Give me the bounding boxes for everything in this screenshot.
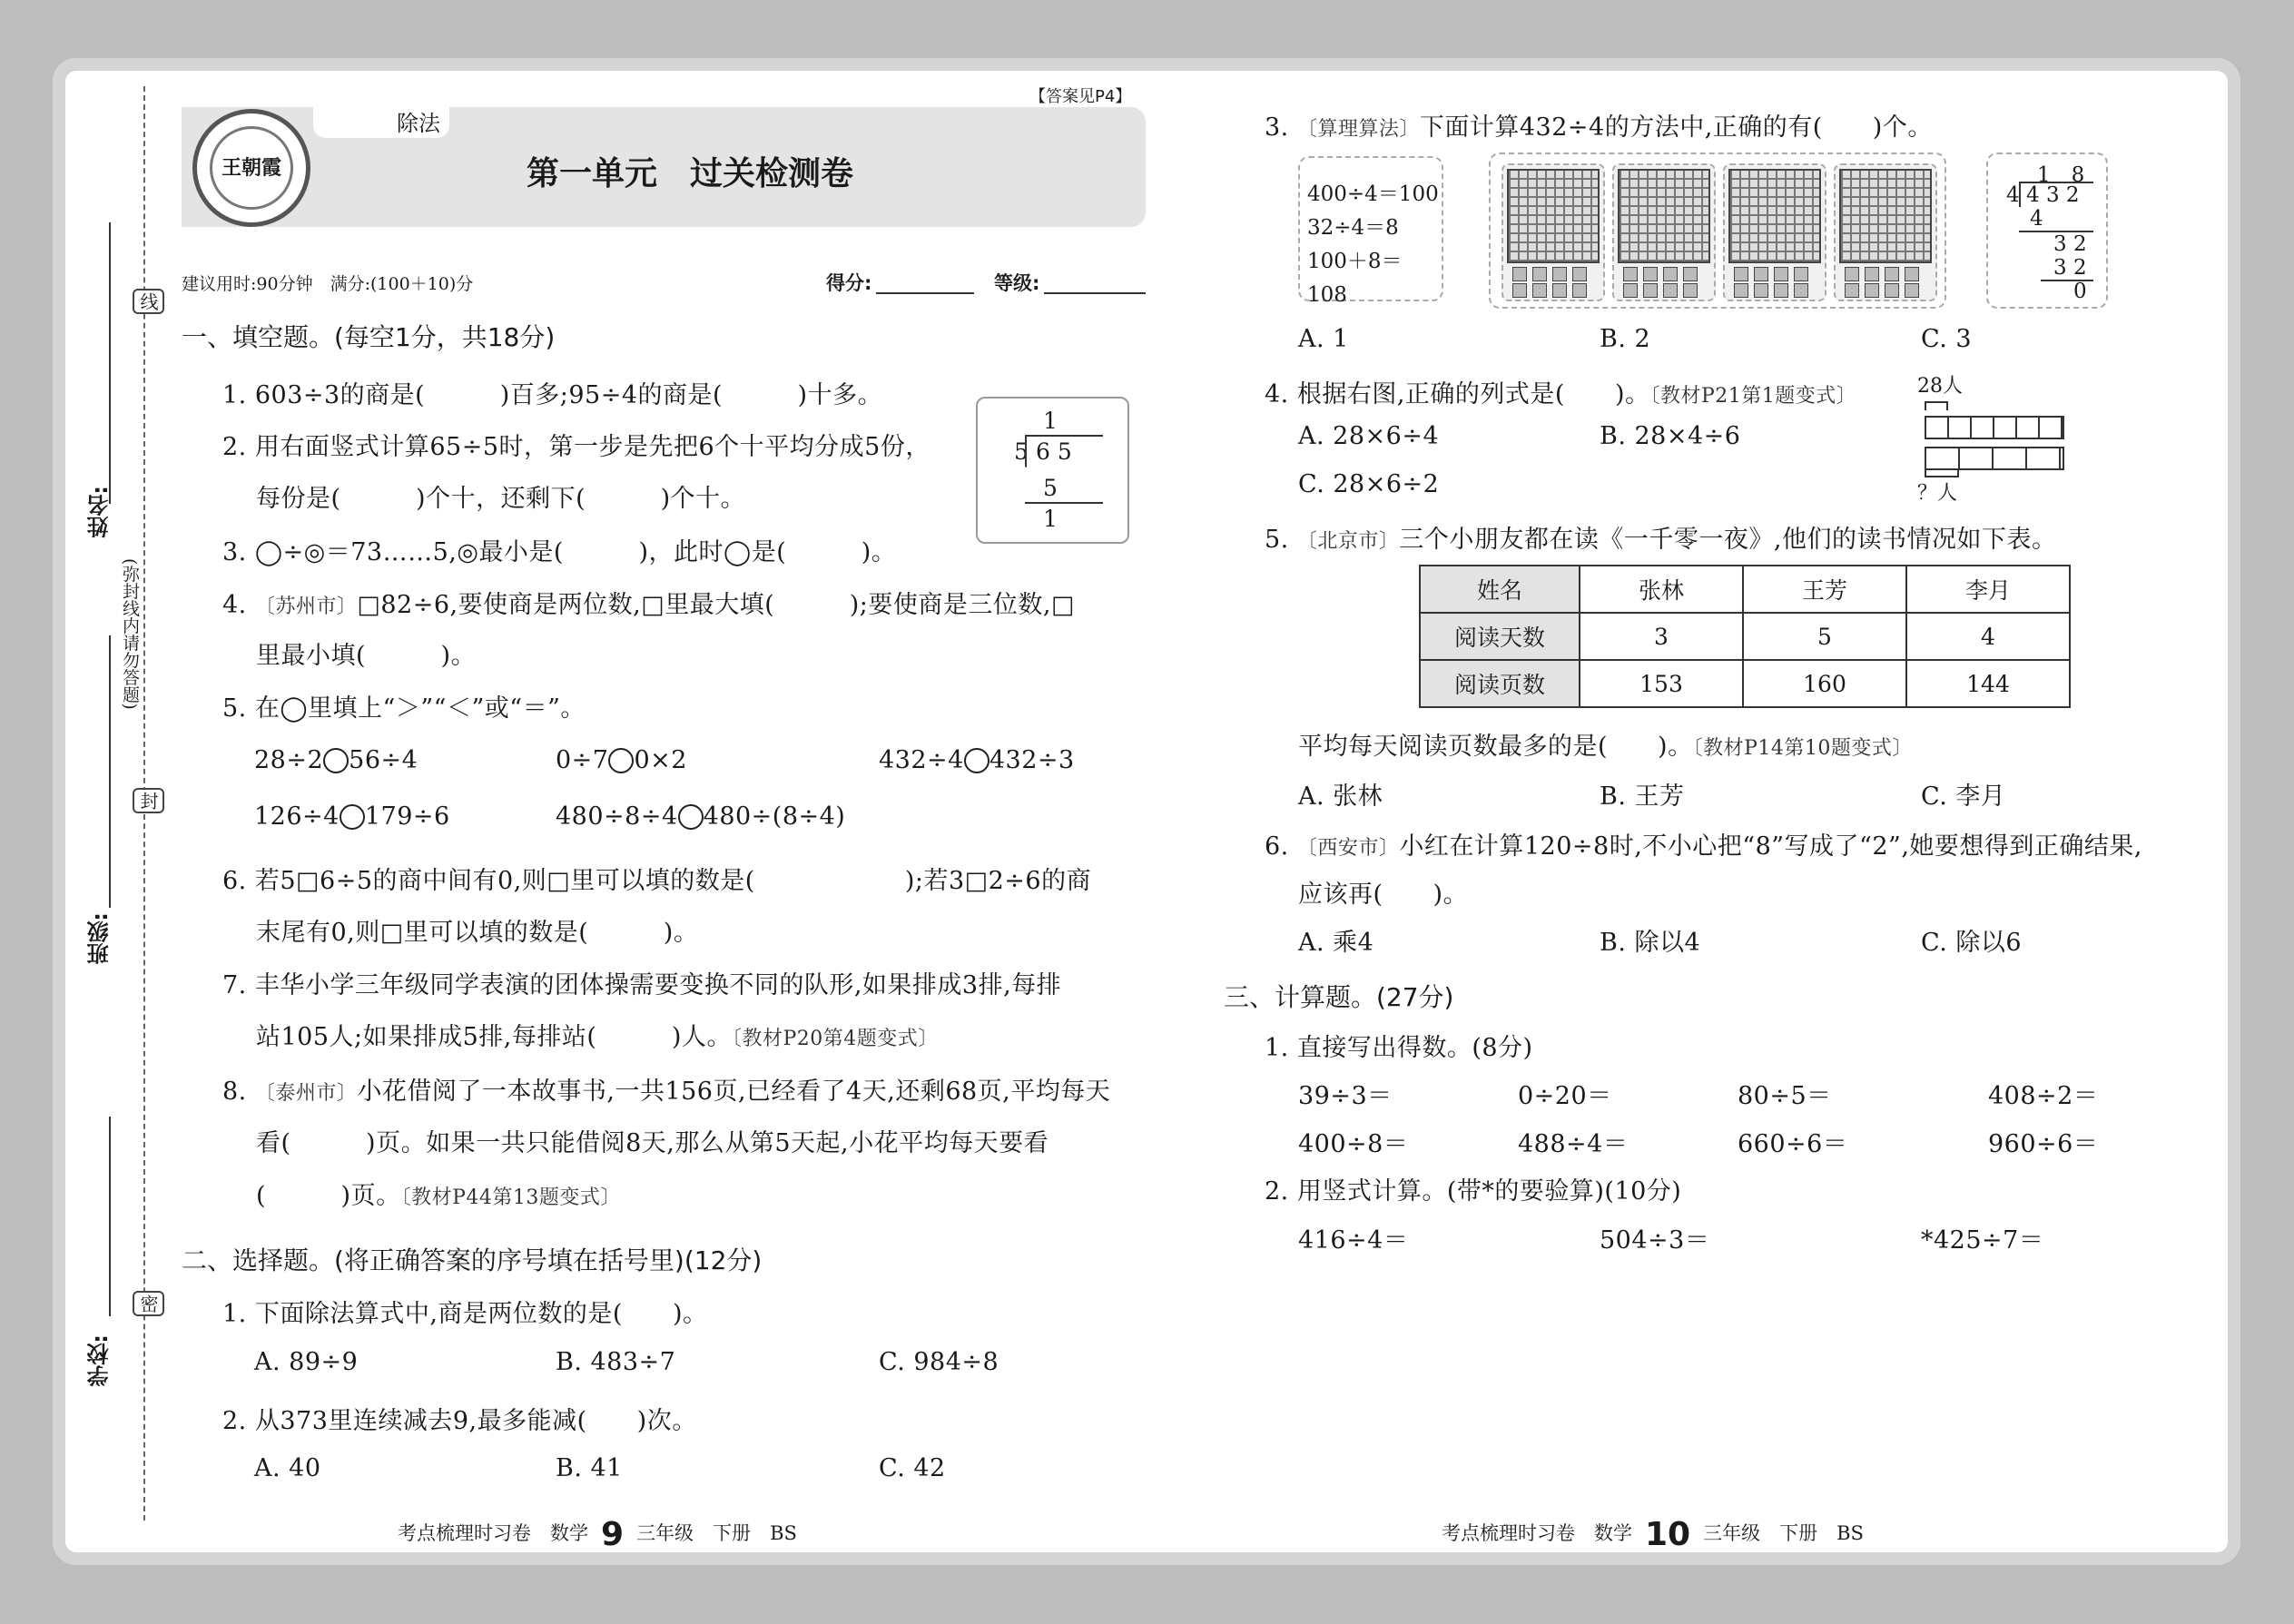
q1-8b: 看( )页。如果一共只能借阅8天,那么从第5天起,小花平均每天要看: [256, 1129, 1049, 1157]
unit-cube: [1905, 267, 1919, 281]
q2-2-opt-c[interactable]: C. 42: [879, 1454, 946, 1482]
unit-cube: [1623, 283, 1638, 298]
q1-7a: 7. 丰华小学三年级同学表演的团体操需要变换不同的队形,如果排成3排,每排: [222, 971, 1062, 999]
q1-2a: 2. 用右面竖式计算65÷5时，第一步是先把6个十平均分成5份，: [222, 433, 930, 461]
hundred-block: [1728, 169, 1821, 263]
q1-4a: [222, 585, 1075, 620]
table-header: 张林: [1580, 566, 1743, 613]
method-box-2-blocks: [1489, 153, 1946, 309]
category-tag: 〔算理算法〕: [1296, 118, 1420, 141]
region-tag: 〔北京市〕: [1296, 530, 1400, 553]
q1-7b: [256, 1017, 939, 1052]
q2-1: 1. 下面除法算式中,商是两位数的是( )。: [222, 1300, 708, 1328]
q2-5: [1265, 519, 2056, 555]
footer-grade: 三年级: [636, 1522, 694, 1544]
secret-mark: 密: [133, 1291, 164, 1316]
calc-item: 488÷4＝: [1518, 1130, 1629, 1158]
unit-cube: [1865, 283, 1879, 298]
q1-6b: 末尾有0,则□里可以填的数是( )。: [256, 919, 699, 947]
unit-cube: [1552, 283, 1567, 298]
table-cell: 153: [1580, 660, 1743, 707]
expr: 0×2: [634, 746, 687, 774]
q2-3-opt-b[interactable]: B. 2: [1600, 325, 1651, 353]
q1-8a-text: 小花借阅了一本故事书,一共156页,已经看了4天,还剩68页,平均每天: [357, 1078, 1111, 1106]
calc-divisor: 5: [1014, 438, 1029, 465]
section-3-title: 三、计算题。(27分): [1224, 982, 1454, 1012]
q2-5b: [1298, 726, 1913, 762]
q3-2: 2. 用竖式计算。(带*的要验算)(10分): [1265, 1177, 1682, 1206]
score-blank: [876, 292, 974, 294]
calc-item: 0÷20＝: [1518, 1082, 1612, 1110]
expr: 28÷2: [254, 746, 324, 774]
q2-5-opt-b[interactable]: B. 王芳: [1600, 782, 1685, 811]
footer-ed: BS: [1836, 1522, 1864, 1544]
answer-ref: 【答案见P4】: [1029, 87, 1132, 106]
method-line: 100＋8＝108: [1307, 250, 1403, 307]
calc-quotient: 1 8: [2037, 163, 2085, 187]
q2-6-opt-a[interactable]: A. 乘4: [1298, 929, 1374, 957]
textbook-ref: 〔教材P20第4题变式〕: [731, 1028, 939, 1050]
q1-8a: [222, 1071, 1110, 1107]
section-2-title: 二、选择题。(将正确答案的序号填在括号里)(12分): [182, 1245, 763, 1275]
unit-cube: [1683, 283, 1698, 298]
method-line: 400÷4＝100: [1307, 182, 1439, 206]
q1-5: 5. 在◯里填上“＞”“＜”或“＝”。: [222, 694, 586, 723]
q1-2b: 每份是( )个十，还剩下( )个十。: [256, 485, 746, 513]
compare-circle[interactable]: [964, 748, 989, 773]
brace-top: [1925, 401, 1948, 410]
q2-2-opt-a[interactable]: A. 40: [254, 1454, 321, 1482]
unit-tag: 除法: [397, 111, 440, 136]
textbook-ref: 〔教材P14第10题变式〕: [1692, 737, 1913, 760]
textbook-ref: 〔教材P21第1题变式〕: [1649, 385, 1857, 408]
calc-bracket: [2019, 182, 2021, 207]
textbook-ref: 〔教材P44第13题变式〕: [400, 1186, 621, 1209]
unit-cube: [1552, 267, 1567, 281]
footer-right: [1442, 1516, 1864, 1553]
expr: 480÷8÷4: [556, 802, 678, 831]
unit-cube: [1845, 283, 1859, 298]
brace-bottom: [1925, 468, 1959, 477]
table-cell: 5: [1743, 613, 1906, 660]
compare-row-2b: [556, 802, 845, 831]
q-number: 8.: [222, 1078, 255, 1106]
region-tag: 〔西安市〕: [1296, 837, 1400, 860]
diagram-bottom-label: ？人: [1917, 482, 1958, 505]
section-1-title: 一、填空题。(每空1分，共18分): [182, 322, 556, 352]
grade-blank: [1044, 292, 1146, 294]
table-header: 王芳: [1743, 566, 1906, 613]
expr: 179÷6: [364, 802, 450, 831]
unit-cube: [1572, 267, 1587, 281]
footer-vol: 下册: [1779, 1522, 1818, 1544]
q2-1-opt-b[interactable]: B. 483÷7: [556, 1348, 676, 1376]
unit-cube: [1774, 267, 1788, 281]
class-label: 班级:: [87, 912, 113, 965]
unit-cube: [1572, 283, 1587, 298]
expr: 56÷4: [349, 746, 418, 774]
calc-item: 660÷6＝: [1738, 1130, 1848, 1158]
name-underline: [109, 222, 111, 504]
calc-bracket: [1025, 435, 1027, 468]
unit-cube: [1845, 267, 1859, 281]
unit-cube: [1734, 283, 1748, 298]
bar-row-1: [1925, 416, 2064, 439]
page-title: 第一单元 过关检测卷: [527, 155, 854, 192]
q2-6a: [1265, 826, 2142, 861]
q-number: 6.: [1265, 832, 1297, 861]
footer-subject: 数学: [550, 1522, 588, 1544]
footer-series: 考点梳理时习卷: [1442, 1522, 1575, 1544]
footer-subject: 数学: [1594, 1522, 1632, 1544]
q1-8c: [256, 1176, 621, 1211]
calc-item: 400÷8＝: [1298, 1130, 1409, 1158]
table-cell: 阅读天数: [1420, 613, 1580, 660]
q2-5-opt-c[interactable]: C. 李月: [1921, 782, 2006, 811]
unit-cube: [1794, 283, 1808, 298]
unit-cube: [1905, 283, 1919, 298]
unit-cube: [1512, 267, 1527, 281]
expr: 480÷(8÷4): [703, 802, 846, 831]
compare-row-1b: [556, 746, 687, 774]
unit-cube: [1512, 283, 1527, 298]
table-header-row: [1420, 566, 2070, 613]
unit-cube: [1643, 283, 1658, 298]
school-label: 学校:: [87, 1334, 113, 1387]
compare-row-1c: [879, 746, 1075, 774]
compare-row-1a: [254, 746, 418, 774]
table-cell: 阅读页数: [1420, 660, 1580, 707]
q2-6-opt-c[interactable]: C. 除以6: [1921, 929, 2023, 957]
q2-6b: 应该再( )。: [1298, 881, 1469, 909]
unit-cube: [1532, 267, 1547, 281]
table-cell: 144: [1906, 660, 2070, 707]
footer-left: [398, 1516, 797, 1553]
brand-logo: [192, 109, 310, 227]
q1-6a: 6. 若5□6÷5的商中间有0,则□里可以填的数是( );若3□2÷6的商: [222, 867, 1092, 895]
q2-2-opt-b[interactable]: B. 41: [556, 1454, 623, 1482]
calc-rem: 1: [1043, 506, 1058, 532]
school-underline: [109, 1117, 111, 1316]
line-mark: 线: [133, 289, 164, 314]
table-cell: 160: [1743, 660, 1906, 707]
footer-grade: 三年级: [1703, 1522, 1761, 1544]
q2-4: [1265, 374, 1856, 409]
table-header: 李月: [1906, 566, 2070, 613]
unit-cube: [1865, 267, 1879, 281]
segment-diagram: [1917, 370, 2072, 507]
class-underline: [109, 635, 111, 908]
compare-circle[interactable]: [323, 748, 349, 773]
calc-dividend: 4 3 2: [2026, 183, 2080, 207]
page-number: 10: [1645, 1516, 1691, 1553]
calc-line: 3 2: [2053, 232, 2087, 256]
table-header: 姓名: [1420, 566, 1580, 613]
grade-label: 等级:: [994, 272, 1040, 294]
unit-cube: [1885, 283, 1899, 298]
table-cell: 3: [1580, 613, 1743, 660]
method-box-1: [1298, 156, 1443, 307]
footer-vol: 下册: [713, 1522, 752, 1544]
calc-item: 408÷2＝: [1988, 1082, 2099, 1110]
calc-sub: 5: [1043, 475, 1058, 501]
hundred-block-group: [1723, 163, 1826, 301]
expr: 126÷4: [254, 802, 340, 831]
q-number: 5.: [1265, 526, 1297, 554]
q2-4-opt-c[interactable]: C. 28×6÷2: [1298, 470, 1440, 498]
q2-1-opt-c[interactable]: C. 984÷8: [879, 1348, 999, 1376]
region-tag: 〔泰州市〕: [254, 1082, 358, 1105]
calc-dividend: 6 5: [1036, 438, 1072, 465]
vertical-calc-item: *425÷7＝: [1921, 1226, 2044, 1255]
q2-6a-text: 小红在计算120÷8时,不小心把“8”写成了“2”,她要想得到正确结果,: [1399, 832, 2143, 861]
compare-row-2a: [254, 802, 450, 831]
q2-3-opt-a[interactable]: A. 1: [1298, 325, 1349, 353]
q-number: 4.: [222, 591, 255, 619]
q1-7b-text: 站105人;如果排成5排,每排站( )人。: [256, 1023, 732, 1051]
vertical-calc-item: 504÷3＝: [1600, 1226, 1710, 1255]
unit-cube: [1663, 283, 1678, 298]
footer-series: 考点梳理时习卷: [398, 1522, 531, 1544]
q2-2: 2. 从373里连续减去9,最多能减( )次。: [222, 1407, 697, 1435]
hundred-block-group: [1834, 163, 1937, 301]
seal-mark: 封: [133, 788, 164, 813]
unit-cube: [1774, 283, 1788, 298]
calc-item: 80÷5＝: [1738, 1082, 1832, 1110]
calc-item: 960÷6＝: [1988, 1130, 2099, 1158]
unit-cube: [1754, 267, 1768, 281]
q1-1: 1. 603÷3的商是( )百多;95÷4的商是( )十多。: [222, 381, 883, 409]
unit-cube: [1734, 267, 1748, 281]
unit-cube: [1683, 267, 1698, 281]
calc-line: [1025, 502, 1103, 504]
q2-5-text: 三个小朋友都在读《一千零一夜》,他们的读书情况如下表。: [1399, 526, 2057, 554]
unit-cube: [1623, 267, 1638, 281]
footer-ed: BS: [770, 1522, 797, 1544]
score-label: 得分:: [826, 272, 872, 294]
unit-cube: [1794, 267, 1808, 281]
unit-cube: [1532, 283, 1547, 298]
q-number: 3.: [1265, 113, 1297, 142]
q2-6-opt-b[interactable]: B. 除以4: [1600, 929, 1701, 957]
hundred-block: [1618, 169, 1710, 263]
q2-4-opt-b[interactable]: B. 28×4÷6: [1600, 422, 1741, 450]
expr: 0÷7: [556, 746, 609, 774]
seal-note: (弥封线内请勿答题): [118, 558, 143, 710]
method-box-3-long-division: [1986, 153, 2108, 309]
hundred-block-group: [1612, 163, 1716, 301]
q1-8c-text: ( )页。: [256, 1182, 401, 1210]
method-line: 32÷4＝8: [1307, 216, 1399, 240]
q1-3: 3. ◯÷◎＝73……5,◎最小是( )，此时◯是( )。: [222, 538, 897, 566]
calc-quotient: 1: [1043, 408, 1058, 434]
q2-4-opt-a[interactable]: A. 28×6÷4: [1298, 422, 1440, 450]
vertical-calc-item: 416÷4＝: [1298, 1226, 1409, 1255]
q2-1-opt-a[interactable]: A. 89÷9: [254, 1348, 359, 1376]
long-division-65: [976, 397, 1129, 544]
calc-bar: [1025, 435, 1103, 437]
calc-line: 3 2: [2053, 256, 2087, 280]
page-number: 9: [601, 1516, 625, 1553]
compare-circle[interactable]: [678, 804, 704, 830]
table-row: [1420, 660, 2070, 707]
q2-5-opt-a[interactable]: A. 张林: [1298, 782, 1383, 811]
table-row: [1420, 613, 2070, 660]
calc-divisor: 4: [2006, 183, 2020, 207]
compare-circle[interactable]: [340, 804, 365, 830]
calc-line: 4: [2030, 207, 2043, 231]
exam-meta: 建议用时:90分钟 满分:(100＋10)分: [182, 274, 474, 294]
calc-item: 39÷3＝: [1298, 1082, 1393, 1110]
q3-1: 1. 直接写出得数。(8分): [1265, 1034, 1533, 1062]
unit-cube: [1643, 267, 1658, 281]
table-cell: 4: [1906, 613, 2070, 660]
hundred-block-group: [1501, 163, 1605, 301]
q2-3-opt-c[interactable]: C. 3: [1921, 325, 1973, 353]
q2-4-text: 4. 根据右图,正确的列式是( )。: [1265, 380, 1650, 408]
unit-cube: [1885, 267, 1899, 281]
logo-text: 王朝霞: [210, 126, 293, 210]
region-tag: 〔苏州市〕: [254, 595, 358, 618]
diagram-top-label: 28人: [1917, 375, 1963, 398]
compare-circle[interactable]: [608, 748, 634, 773]
q2-5b-text: 平均每天阅读页数最多的是( )。: [1298, 733, 1693, 761]
expr: 432÷4: [879, 746, 964, 774]
q1-4b: 里最小填( )。: [256, 642, 477, 670]
unit-cube: [1754, 283, 1768, 298]
expr: 432÷3: [989, 746, 1075, 774]
calc-line: 0: [2073, 280, 2087, 303]
name-label: 姓名:: [87, 486, 113, 538]
reading-table: [1419, 565, 2071, 708]
unit-cube: [1663, 267, 1678, 281]
hundred-block: [1839, 169, 1932, 263]
bar-row-2: [1925, 447, 2064, 470]
q1-4a-text: □82÷6,要使商是两位数,□里最大填( );要使商是三位数,□: [357, 591, 1075, 619]
q2-3-text: 下面计算432÷4的方法中,正确的有( )个。: [1419, 113, 1933, 142]
hundred-block: [1507, 169, 1600, 263]
q2-3: [1265, 107, 1933, 143]
